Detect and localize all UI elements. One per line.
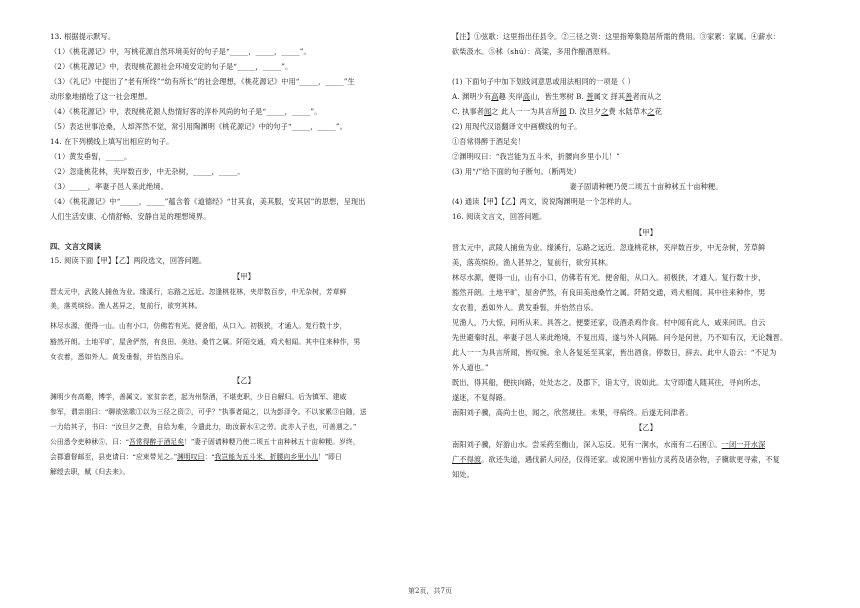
text-segment: ！”妻子固请种粳乃使二顷五十亩种秫五十亩种粳。岁终， [184,439,360,446]
left-text-line: （2）《桃花源记》中，表现桃花源社会环境安定的句子是“_____，_____”。 [50,62,293,71]
right-text-line [452,92,662,102]
right-text-line: 【注】①弦歌：这里指出任县令。②三径之资：这里指筹集隐居所需的费用。③家累：家属。④薪水： [452,32,780,41]
right-text-line: 妻子固请种粳乃使二顷五十亩种秫五十亩种粳。 [569,182,723,191]
underlined-text: 广不得渡 [452,455,482,464]
left-text-line: （3）_____，率妻子邑人来此绝境。 [50,182,168,191]
left-text-line [50,453,342,463]
right-text-line: 先世避秦时乱，率妻子邑人来此绝境，不复出焉，遂与外人间隔。问今是何世，乃不知有汉，无论魏晋。 [452,333,788,342]
left-text-line: （5）表达世事沧桑，人却浑然不觉，常引用陶渊明《桃花源记》中的句子“_____，_____”。 [50,122,347,131]
left-text-line: （4）《桃花源记》中“_____，_____”蕴含着《道德经》“甘其食，美其服，安其居”的思想，呈现出 [50,197,366,206]
left-text-line: 一力给其子，书曰：“汝旦夕之费，自给为难，今遣此力，助汝薪水④之劳。此亦人子也，可善遇之。” [50,424,357,431]
right-text-line: 见渔人，乃大惊，问所从来。具答之。便要还家，设酒杀鸡作食。村中闻有此人，咸来问讯。自云 [452,318,766,327]
right-text-line: 美，落英缤纷。渔人甚异之，复前行，欲穷其林。 [452,258,613,267]
underlined-text: 之 [647,107,655,116]
right-text-line: (3) 用“/”给下面的句子断句。（断两处） [452,167,581,176]
right-text-line: (1) 下面句子中加下划线词意思或用法相同的一项是（ ） [452,77,635,86]
underlined-text: 闻 [559,107,567,116]
text-segment: 之 此人一一为具言所 [491,107,560,116]
underlined-text: 高 [522,92,531,101]
left-text-line: 四、文言文阅读 [50,242,102,251]
right-text-line: 【甲】 [635,228,657,237]
right-text-line: 知处。 [452,470,474,479]
text-segment: ！”即日 [318,454,342,461]
right-text-line: 南阳刘子骥，高尚士也，闻之，欣然规往。未果，寻病终。后遂无问津者。 [452,408,693,417]
text-segment: D. 汝旦夕 [566,107,602,116]
right-text-line: 此人一一为具言所闻，皆叹惋。余人各复延至其家，皆出酒食。停数日，辞去。此中人语云：“不足为 [452,348,777,357]
left-text-line: （2）忽逢桃花林，夹岸数百步，中无杂树，_____，_____。 [50,167,245,176]
right-text-line: 遂迷，不复得路。 [452,393,511,402]
right-text-line: 16. 阅读文言文，回答问题。 [452,212,547,221]
underlined-text: 善 [625,92,633,101]
text-segment: 公田悉令吏种秫⑤，曰：“ [50,439,129,446]
left-text-line: 15. 阅读下面【甲】【乙】两段选文，回答问题。 [50,256,207,265]
right-text-line [452,455,780,465]
right-text-line: 豁然开朗。土地平旷，屋舍俨然，有良田美池桑竹之属。阡陌交通，鸡犬相闻。其中往来种作，男 [452,288,766,297]
left-text-line: 参军，谓亲朋曰：“聊欲弦歌①以为三径之资②，可乎？”执事者闻之，以为彭泽令。不以家累③自随，送 [50,409,367,416]
underlined-text: 我岂能为五斗米，折腰向乡里小儿 [214,454,319,461]
right-text-line: 晋太元中，武陵人捕鱼为业。缘溪行，忘路之远近。忽逢桃花林，夹岸数百步，中无杂树，芳草鲜 [452,243,766,252]
underlined-text: 吾常得醉于酒足矣 [128,439,185,446]
text-segment: 山，皆生寒树 B. [530,92,587,101]
left-text-line: 人们生活安康、心情舒畅、安静自足的理想境界。 [50,212,211,221]
text-segment: 花 [654,107,662,116]
page-footer: 第2页，共7页 [408,587,452,595]
right-text-line [452,107,662,117]
text-segment: 者而从之 [632,92,662,101]
right-text-line: 外人道也。” [452,363,489,372]
right-text-line [452,440,765,450]
left-text-line: 晋太元中，武陵人捕鱼为业。缘溪行，忘路之远近。忽逢桃花林，夹岸数百步，中无杂树，芳草鲜 [50,289,347,296]
underlined-text: 闻 [483,107,492,116]
right-text-line: ①吾常得醉于酒足矣！ [452,137,525,146]
right-text-line: 林尽水源，便得一山，山有小口，仿佛若有光。便舍船，从口入。初极狭，才通人。复行数十步， [452,273,766,282]
left-text-line: （1）《桃花源记》中，写桃花源自然环境美好的句子是“_____，_____，_____”。 [50,47,311,56]
text-segment: ：“ [204,454,215,461]
left-text-line: 【甲】 [233,272,255,281]
right-text-line: ②渊明叹曰：“我岂能为五斗米，折腰向乡里小儿！” [452,152,620,161]
text-segment: 会郡遣督邮至，县吏请曰：“应束带见之。” [50,454,177,461]
left-text-line: （3）《礼记》中提出了“老有所终”“幼有所长”的社会理想，《桃花源记》中用“_____，_____”生 [50,77,355,86]
right-text-line: (4) 通读【甲】【乙】两文，说说陶渊明是一个怎样的人。 [452,197,637,206]
underlined-text: 善 [586,92,594,101]
text-segment: 费 水陆草木 [608,107,648,116]
right-text-line: 砍柴汲水。⑤秫（shú）：高粱，多用作酿酒原料。 [452,47,615,56]
text-segment: 属文 择其 [593,92,626,101]
left-text-line: 解绶去职，赋《归去来》。 [50,469,130,476]
underlined-text: 一闭一开水深 [721,440,766,449]
text-segment: 。欲还失道，遇伐薪人问径，仅得还家。或说囷中皆仙方灵药及诸杂物，子骥欲更寻索，不复 [481,455,780,464]
left-text-line: 渊明少有高趣，博学，善属文。家贫亲老，起为州祭酒，不堪吏职，少日自解归。后为镇军、建威 [50,394,347,401]
text-segment: C. 执事者 [452,107,484,116]
left-text-line: 女衣着，悉如外人。黄发垂髫，并怡然自乐。 [50,354,188,361]
underlined-text: 渊明叹曰 [176,454,205,461]
left-text-line: 14. 在下列横线上填写出相应的句子。 [50,137,174,146]
right-text-line: 【乙】 [635,423,657,432]
underlined-text: 之 [601,107,609,116]
underlined-text: 高 [491,92,499,101]
left-text-line: 美，落英缤纷。渔人甚异之，复前行，欲穷其林。 [50,303,202,310]
left-text-line: 13. 根据提示默写。 [50,32,116,41]
left-text-line: 林尽水源，便得一山。山有小口，仿佛若有光。便舍船，从口入。初极狭，才通人。复行数十步， [50,323,347,330]
left-text-line [50,438,360,448]
text-segment: A. 渊明少有 [452,92,492,101]
text-segment: 趣 夹岸 [498,92,523,101]
text-segment: 南阳刘子骥，好游山水。尝采药至衡山，深入忘反。见有一涧水，水南有二石囷①。 [452,440,722,449]
right-text-line: 既出，得其船，便扶向路，处处志之。及郡下，诣太守，说如此。太守即遣人随其往，寻向所志， [452,378,766,387]
left-text-line: 豁然开朗。土地平旷，屋舍俨然，有良田、美池、桑竹之属。阡陌交通，鸡犬相闻。其中往来种作，男 [50,339,361,346]
right-text-line: (2) 用现代汉语翻译文中画横线的句子。 [452,122,582,131]
left-text-line: 【乙】 [233,376,255,385]
left-text-line: （1）黄发垂髫，_____。 [50,152,132,161]
right-text-line: 女衣着，悉如外人。黄发垂髫，并怡然自乐。 [452,303,598,312]
left-text-line: 动形象地描绘了这一社会理想。 [50,92,153,101]
left-text-line: （4）《桃花源记》中，表现桃花源人热情好客的淳朴风尚的句子是“_____，_____”。 [50,107,322,116]
